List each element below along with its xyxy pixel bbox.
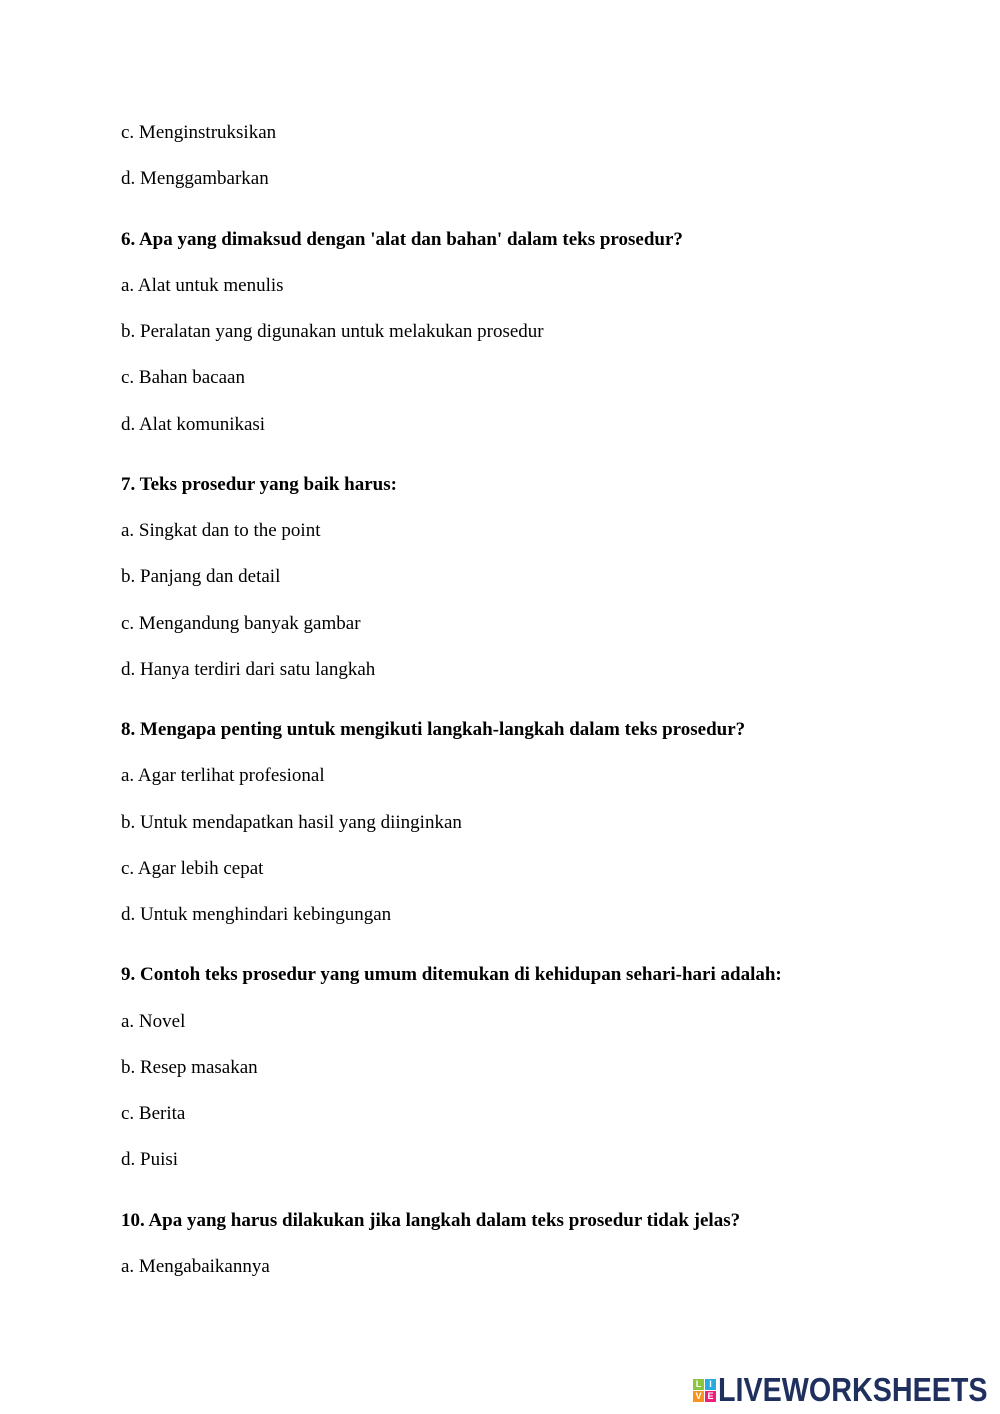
question-6-option-c: c. Bahan bacaan	[121, 367, 245, 389]
question-8-text: 8. Mengapa penting untuk mengikuti langkah-langkah dalam teks prosedur?	[121, 719, 746, 740]
question-9-option-a: a. Novel	[121, 1010, 186, 1032]
question-6-option-a: a. Alat untuk menulis	[121, 274, 284, 296]
question-9-option-b: b. Resep masakan	[121, 1056, 258, 1078]
logo-icon-tile-l: L	[693, 1379, 704, 1390]
question-8-option-c: c. Agar lebih cepat	[121, 857, 264, 879]
question-7-text: 7. Teks prosedur yang baik harus:	[121, 473, 397, 495]
question-7-option-c: c. Mengandung banyak gambar	[121, 612, 361, 634]
liveworksheets-logo-icon	[693, 1379, 716, 1402]
logo-icon-tile-v: V	[693, 1391, 704, 1402]
question-9-option-c: c. Berita	[121, 1103, 186, 1124]
question-8-option-d: d. Untuk menghindari kebingungan	[121, 904, 392, 925]
question-10-option-a: a. Mengabaikannya	[121, 1255, 270, 1277]
liveworksheets-logo[interactable]	[693, 1371, 993, 1408]
question-10-text: 10. Apa yang harus dilakukan jika langkah dalam teks prosedur tidak jelas?	[121, 1209, 741, 1231]
question-6-option-d: d. Alat komunikasi	[121, 413, 266, 435]
question-7-option-a: a. Singkat dan to the point	[121, 520, 321, 541]
question-6-text: 6. Apa yang dimaksud dengan 'alat dan bahan' dalam teks prosedur?	[121, 228, 683, 250]
question-8-option-b: b. Untuk mendapatkan hasil yang diinginkan	[121, 811, 462, 833]
question-5-option-d: d. Menggambarkan	[121, 168, 269, 190]
logo-icon-tile-e: E	[705, 1391, 716, 1402]
liveworksheets-logo-text: LIVEWORKSHEETS	[718, 1371, 988, 1408]
question-5-option-c: c. Menginstruksikan	[121, 122, 277, 143]
question-7-option-b: b. Panjang dan detail	[121, 566, 281, 588]
question-6-option-b: b. Peralatan yang digunakan untuk melakukan prosedur	[121, 321, 544, 342]
logo-icon-tile-i: I	[705, 1379, 716, 1390]
question-9-option-d: d. Puisi	[121, 1149, 179, 1171]
question-8-option-a: a. Agar terlihat profesional	[121, 765, 325, 787]
question-7-option-d: d. Hanya terdiri dari satu langkah	[121, 658, 376, 680]
worksheet-content	[121, 110, 981, 1290]
question-9-text: 9. Contoh teks prosedur yang umum ditemukan di kehidupan sehari-hari adalah:	[121, 964, 782, 986]
